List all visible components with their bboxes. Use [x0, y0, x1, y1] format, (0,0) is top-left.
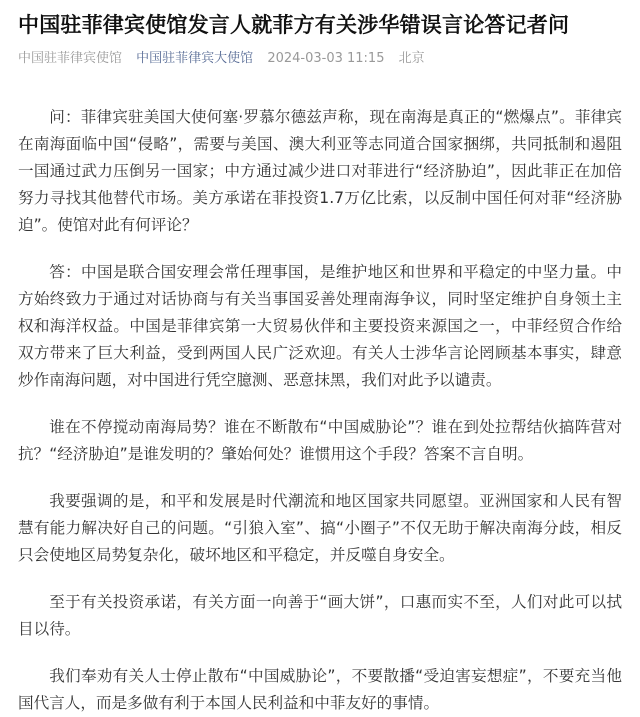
paragraph: 我们奉劝有关人士停止散布“中国威胁论”，不要散播“受迫害妄想症”，不要充当他国代言人，而是多做有利于本国人民利益和中菲友好的事情。: [18, 667, 622, 712]
paragraph: 谁在不停搅动南海局势？谁在不断散布“中国威胁论”？谁在到处拉帮结伙搞阵营对抗？“经济胁迫”是谁发明的？肇始何处？谁惯用这个手段？答案不言自明。: [18, 418, 622, 463]
publish-location: 北京: [398, 51, 425, 66]
paragraph-question: 问：菲律宾驻美国大使何塞·罗慕尔德兹声称，现在南海是真正的“燃爆点”。菲律宾在南海面临中国“侵略”，需要与美国、澳大利亚等志同道合国家捆绑，共同抵制和遏阻一国通过武力压倒另一国家；中方通过减少进口对菲进行“经济胁迫”，因此菲正在加倍努力寻找其他替代市场。美方承诺在菲投资1.7万亿比索，以反制中国任何对菲“经济胁迫”。使馆对此有何评论？: [18, 108, 622, 234]
article-source: 中国驻菲律宾使馆: [18, 51, 123, 66]
article-body: [18, 104, 622, 717]
article-meta: [18, 50, 622, 68]
article-title: 中国驻菲律宾使馆发言人就菲方有关涉华错误言论答记者问: [18, 13, 570, 37]
paragraph: 至于有关投资承诺，有关方面一向善于“画大饼”，口惠而实不至，人们对此可以拭目以待。: [18, 593, 622, 638]
account-link[interactable]: 中国驻菲律宾大使馆: [136, 51, 254, 66]
publish-time: 2024-03-03 11:15: [267, 51, 385, 66]
paragraph: 我要强调的是，和平和发展是时代潮流和地区国家共同愿望。亚洲国家和人民有智慧有能力解决好自己的问题。“引狼入室”、搞“小圈子”不仅无助于解决南海分歧，相反只会使地区局势复杂化，破坏地区和平稳定，并反噬自身安全。: [18, 492, 622, 564]
paragraph-answer: 答：中国是联合国安理会常任理事国，是维护地区和世界和平稳定的中坚力量。中方始终致力于通过对话协商与有关当事国妥善处理南海争议，同时坚定维护自身领土主权和海洋权益。中国是菲律宾第一大贸易伙伴和主要投资来源国之一，中菲经贸合作给双方带来了巨大利益，受到两国人民广泛欢迎。有关人士涉华言论罔顾基本事实，肆意炒作南海问题，对中国进行凭空臆测、恶意抹黑，我们对此予以谴责。: [18, 263, 622, 389]
